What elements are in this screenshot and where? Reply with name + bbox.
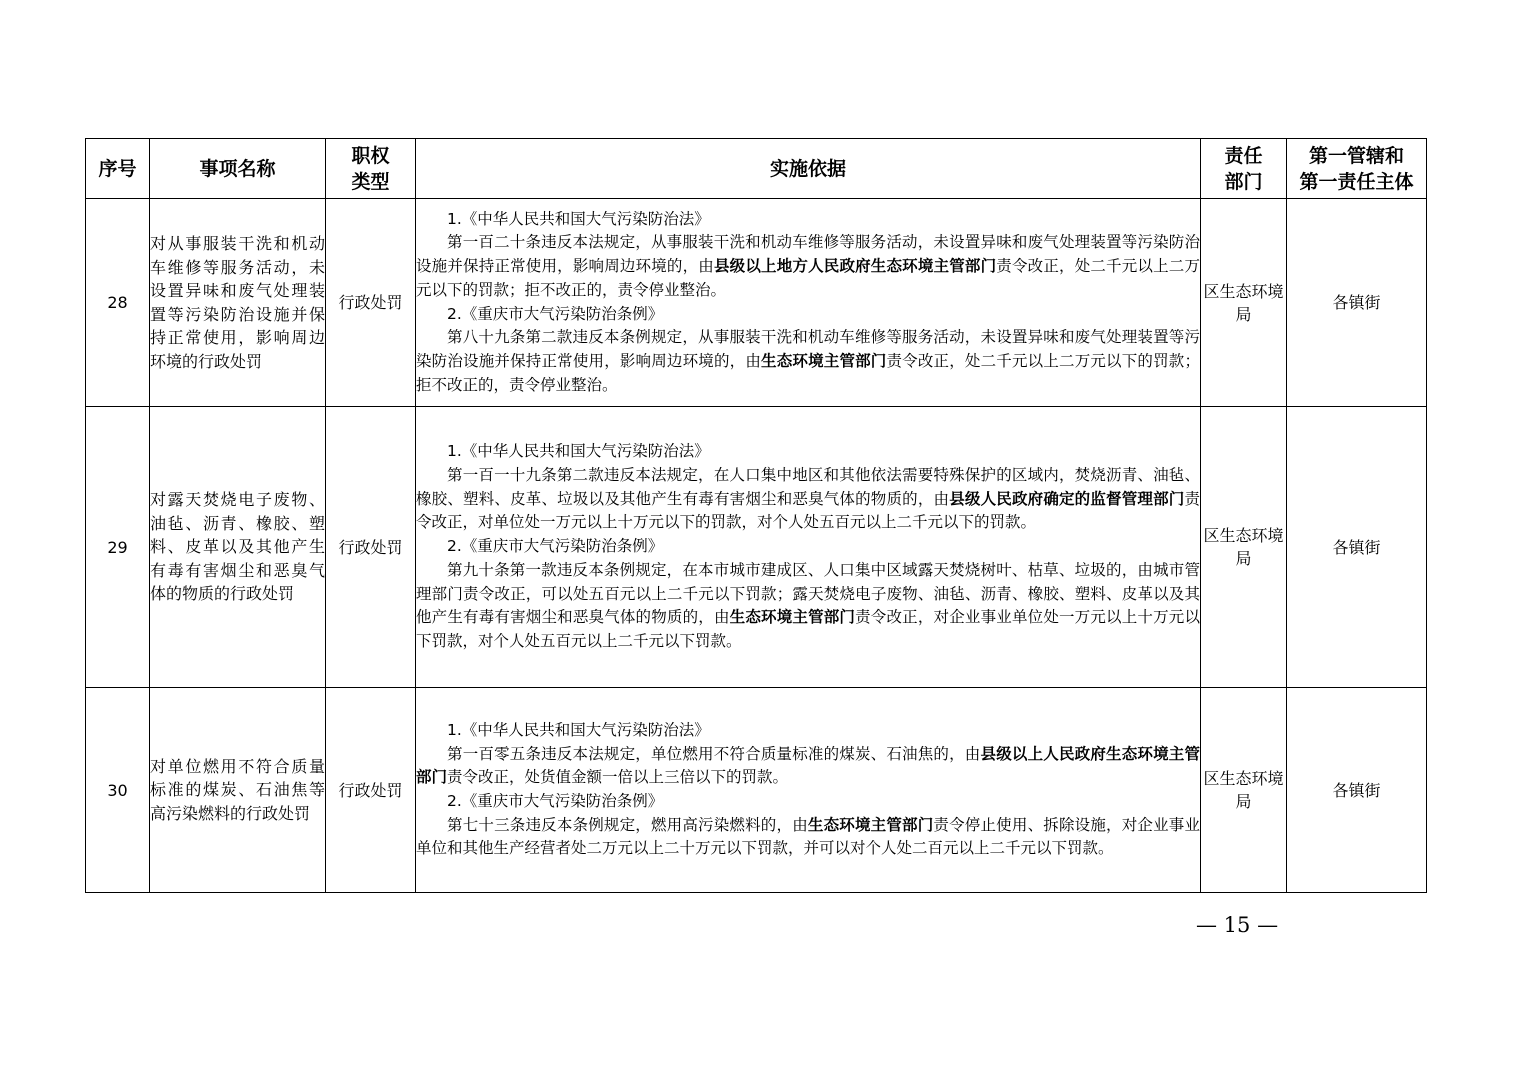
row-serial-number: 29 bbox=[86, 407, 150, 688]
row-responsible-department: 区生态环境局 bbox=[1201, 407, 1287, 688]
table-row bbox=[86, 199, 1427, 407]
row-first-jurisdiction: 各镇街 bbox=[1287, 199, 1427, 407]
law1-title: 1.《中华人民共和国大气污染防治法》 bbox=[447, 209, 710, 228]
header-responsible-department-line1: 责任 bbox=[1224, 144, 1263, 167]
law2-text-a: 第九十条第一款违反本条例规定，在本市城市建成区、人口集中区域露天焚烧树叶、枯草、垃圾的，由城市管理部门责令改正，可以处五百元以上二千元以下罚款；露天焚烧电子废物、油毡、沥青、橡胶、塑料、皮革以及其他产生有毒有害烟尘和恶臭气体的物质的，由 bbox=[416, 560, 1200, 627]
header-serial-number: 序号 bbox=[86, 139, 150, 199]
law2-title: 2.《重庆市大气污染防治条例》 bbox=[447, 304, 664, 323]
law1-title: 1.《中华人民共和国大气污染防治法》 bbox=[447, 720, 710, 739]
law2-article bbox=[416, 559, 1200, 654]
law2-article bbox=[416, 814, 1200, 861]
law1-text-b: 责令改正，处二千元以上二万元以下的罚款；拒不改正的，责令停业整治。 bbox=[416, 257, 1200, 299]
row-legal-basis bbox=[416, 407, 1201, 688]
table-header-row bbox=[86, 139, 1427, 199]
header-first-jurisdiction-line1: 第一管辖和 bbox=[1308, 144, 1404, 167]
row-authority-type: 行政处罚 bbox=[326, 688, 416, 893]
law1-text-a: 第一百零五条违反本法规定，单位燃用不符合质量标准的煤炭、石油焦的，由 bbox=[447, 744, 981, 763]
law2-authority: 生态环境主管部门 bbox=[807, 815, 934, 834]
law2-title: 2.《重庆市大气污染防治条例》 bbox=[447, 537, 664, 556]
law2-text-b: 责令改正，处二千元以上二万元以下的罚款；拒不改正的，责令停业整治。 bbox=[416, 351, 1200, 394]
law2-title: 2.《重庆市大气污染防治条例》 bbox=[447, 792, 664, 810]
page-number: — 15 — bbox=[1196, 913, 1279, 937]
header-legal-basis: 实施依据 bbox=[416, 139, 1201, 199]
row-item-name: 对露天焚烧电子废物、油毡、沥青、橡胶、塑料、皮革以及其他产生有毒有害烟尘和恶臭气体的物质的行政处罚 bbox=[150, 407, 326, 688]
law1-text-b: 责令改正，对单位处一万元以上十万元以下的罚款，对个人处五百元以上二千元以下的罚款。 bbox=[416, 489, 1200, 532]
header-authority-type bbox=[326, 139, 416, 199]
row-legal-basis bbox=[416, 199, 1201, 407]
row-serial-number: 30 bbox=[86, 688, 150, 893]
law2-text-b: 责令停止使用、拆除设施，对企业事业单位和其他生产经营者处二万元以上二十万元以下罚款，并可以对个人处二百元以上二千元以下罚款。 bbox=[416, 815, 1200, 858]
law1-authority: 县级以上地方人民政府生态环境主管部门 bbox=[713, 257, 997, 276]
row-legal-basis bbox=[416, 688, 1201, 893]
law1-article bbox=[416, 743, 1200, 790]
row-first-jurisdiction: 各镇街 bbox=[1287, 407, 1427, 688]
header-item-name: 事项名称 bbox=[150, 139, 326, 199]
row-responsible-department: 区生态环境局 bbox=[1201, 688, 1287, 893]
law1-text-b: 责令改正，处货值金额一倍以上三倍以下的罚款。 bbox=[447, 768, 789, 787]
law1-article bbox=[416, 464, 1200, 535]
law2-text-a: 第七十三条违反本条例规定，燃用高污染燃料的，由 bbox=[447, 815, 808, 834]
enforcement-items-table bbox=[85, 138, 1427, 893]
law1-title: 1.《中华人民共和国大气污染防治法》 bbox=[447, 442, 710, 461]
law2-authority: 生态环境主管部门 bbox=[761, 351, 887, 370]
law1-text-a: 第一百二十条违反本法规定，从事服装干洗和机动车维修等服务活动，未设置异味和废气处理装置等污染防治设施并保持正常使用，影响周边环境的，由 bbox=[416, 233, 1200, 276]
row-first-jurisdiction: 各镇街 bbox=[1287, 688, 1427, 893]
law2-text-b: 责令改正，对企业事业单位处一万元以上十万元以下罚款，对个人处五百元以上二千元以下罚款。 bbox=[416, 608, 1200, 650]
law1-text-a: 第一百一十九条第二款违反本法规定，在人口集中地区和其他依法需要特殊保护的区域内，焚烧沥青、油毡、橡胶、塑料、皮革、垃圾以及其他产生有毒有害烟尘和恶臭气体的物质的，由 bbox=[416, 466, 1200, 508]
law2-text-a: 第八十九条第二款违反本条例规定，从事服装干洗和机动车维修等服务活动，未设置异味和废气处理装置等污染防治设施并保持正常使用，影响周边环境的，由 bbox=[416, 328, 1200, 370]
law1-authority: 县级以上人民政府生态环境主管部门 bbox=[416, 744, 1200, 787]
law1-article bbox=[416, 231, 1200, 302]
header-responsible-department bbox=[1201, 139, 1287, 199]
table-row bbox=[86, 688, 1427, 893]
header-first-jurisdiction-line2: 第一责任主体 bbox=[1299, 170, 1414, 193]
row-item-name: 对单位燃用不符合质量标准的煤炭、石油焦等高污染燃料的行政处罚 bbox=[150, 688, 326, 893]
header-first-jurisdiction bbox=[1287, 139, 1427, 199]
law1-authority: 县级人民政府确定的监督管理部门 bbox=[949, 489, 1185, 508]
row-responsible-department: 区生态环境局 bbox=[1201, 199, 1287, 407]
header-responsible-department-line2: 部门 bbox=[1224, 170, 1263, 193]
row-authority-type: 行政处罚 bbox=[326, 407, 416, 688]
law2-article bbox=[416, 326, 1200, 397]
row-serial-number: 28 bbox=[86, 199, 150, 407]
row-item-name: 对从事服装干洗和机动车维修等服务活动，未设置异味和废气处理装置等污染防治设施并保持正常使用，影响周边环境的行政处罚 bbox=[150, 199, 326, 407]
header-authority-type-line2: 类型 bbox=[351, 170, 390, 193]
header-authority-type-line1: 职权 bbox=[351, 144, 390, 167]
row-authority-type: 行政处罚 bbox=[326, 199, 416, 407]
law2-authority: 生态环境主管部门 bbox=[729, 608, 856, 627]
table-row bbox=[86, 407, 1427, 688]
